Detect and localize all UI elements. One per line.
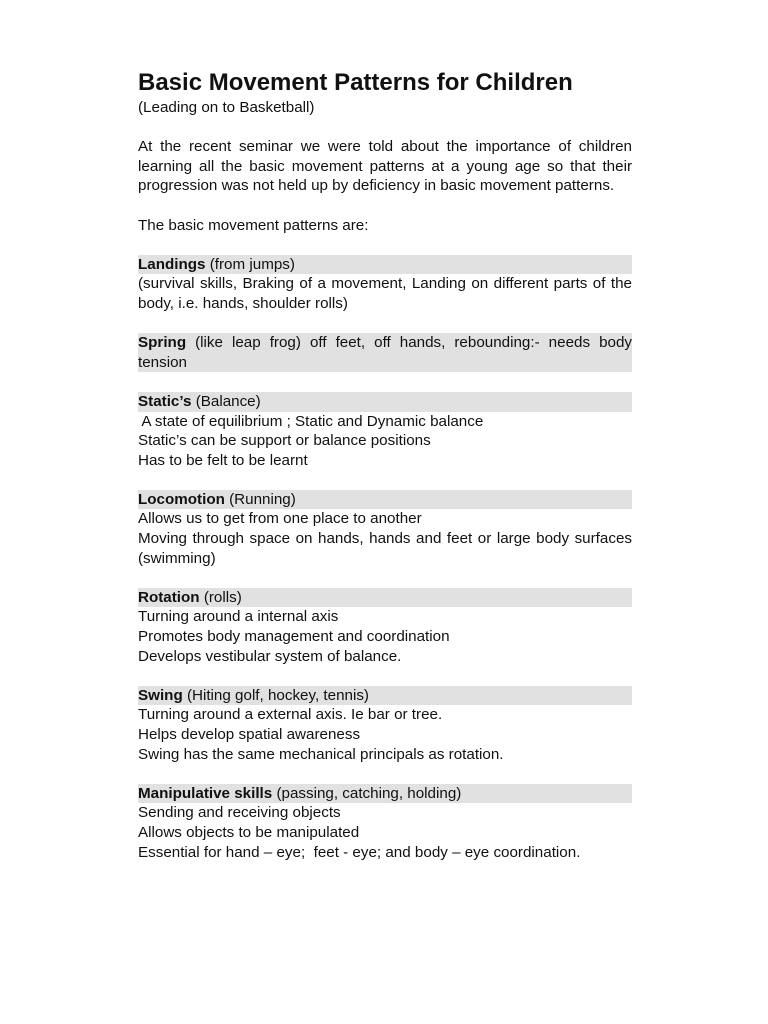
section-statics [138,392,632,470]
section-swing [138,686,632,764]
section-heading-note: (Running) [224,490,296,508]
section-heading-note: (Balance) [191,392,261,410]
section-line: A state of equilibrium ; Static and Dynamic balance [138,412,484,430]
section-heading-note: (passing, catching, holding) [272,784,462,802]
section-heading [138,686,632,706]
section-line: Swing has the same mechanical principals as rotation. [138,745,504,763]
document-content [138,68,632,882]
section-heading-note: (rolls) [199,588,242,606]
section-heading-term: Rotation [138,588,200,606]
lead-sentence: The basic movement patterns are: [138,216,369,234]
section-line: Promotes body management and coordination [138,628,450,646]
section-heading [138,588,632,608]
section-line: Allows us to get from one place to another [138,510,422,528]
section-line: Moving through space on hands, hands and feet or large body surfaces (swimming) [138,530,632,567]
section-heading-note: (Hiting golf, hockey, tennis) [182,686,369,704]
section-line: Sending and receiving objects [138,804,341,822]
section-heading-term: Landings [138,255,206,273]
section-rotation [138,588,632,666]
section-heading-term: Manipulative skills [138,784,273,802]
section-line: Helps develop spatial awareness [138,726,361,743]
section-heading [138,490,632,510]
section-heading [138,784,632,804]
intro-paragraph: At the recent seminar we were told about the importance of children learning all the basic movement patterns at a young age so that their progression was not held up by deficiency in basic movement patterns. [138,138,632,195]
section-heading-term: Swing [138,686,183,704]
section-line: Develops vestibular system of balance. [138,647,402,665]
section-heading-note: (from jumps) [205,255,295,273]
document-title: Basic Movement Patterns for Children [138,69,573,96]
section-heading [138,392,632,412]
section-manipulative-skills [138,784,632,862]
section-line: (survival skills, Braking of a movement, Landing on different parts of the body, i.e. hands, shoulder rolls) [138,275,632,312]
section-heading-note: (like leap frog) off feet, off hands, rebounding:- needs body tension [138,334,632,371]
section-locomotion [138,490,632,568]
section-line: Essential for hand – eye; feet - eye; and body – eye coordination. [138,843,581,861]
section-heading [138,255,632,275]
section-line: Turning around a internal axis [138,608,339,626]
section-heading-term: Static’s [138,392,192,410]
section-line: Allows objects to be manipulated [138,823,360,841]
document-subtitle: (Leading on to Basketball) [138,99,315,116]
section-line: Has to be felt to be learnt [138,451,308,469]
section-heading-term: Locomotion [138,490,225,508]
section-line: Turning around a external axis. Ie bar or tree. [138,706,443,724]
section-heading [138,333,632,372]
section-spring [138,333,632,372]
section-heading-term: Spring [138,334,187,352]
section-line: Static’s can be support or balance positions [138,432,431,450]
section-landings [138,255,632,314]
